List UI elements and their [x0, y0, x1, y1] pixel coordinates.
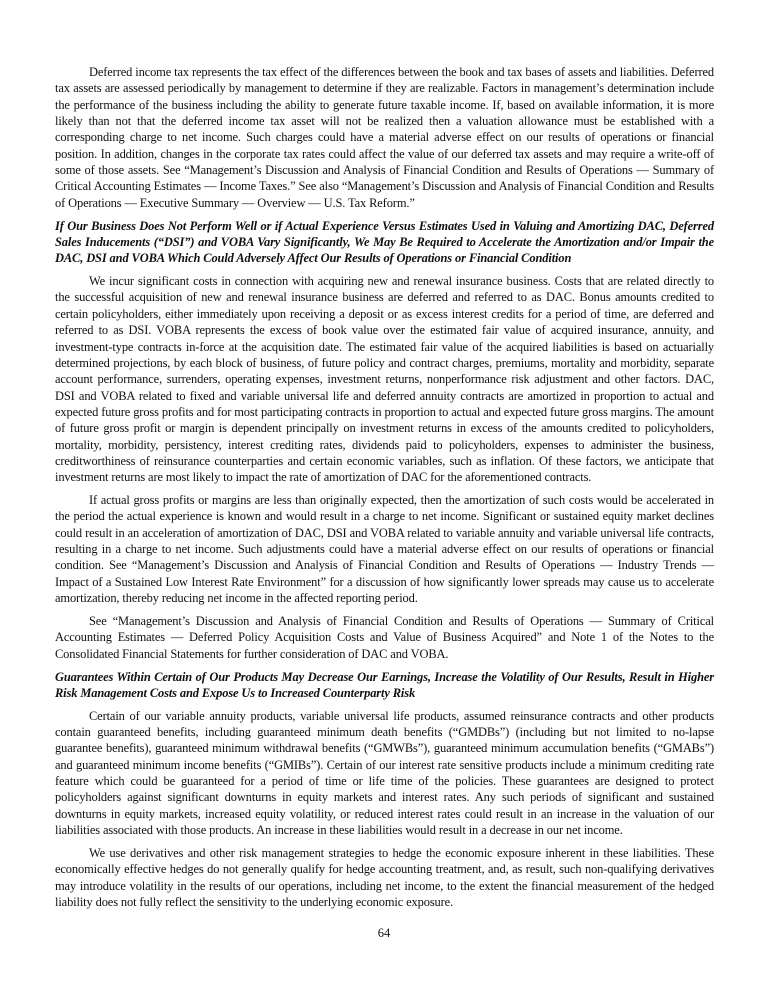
heading-dac-risk: If Our Business Does Not Perform Well or if Actual Experience Versus Estimates Used in Valuing and Amortizing DAC, Deferred Sales Inducements (“DSI”) and VOBA Vary Significantly, We May Be Required to Accelerate the Amortization and/or Impair the DAC, DSI and VOBA Which Could Adversely Affect Our Results of Operations or Financial Condition [55, 218, 714, 266]
paragraph-deferred-income-tax: Deferred income tax represents the tax effect of the differences between the book and tax bases of assets and liabilities. Deferred tax assets are assessed periodically by management to determine if they are realizable. Factors in management’s determination include the performance of the business including the ability to generate future taxable income. If, based on available information, it is more likely than not that the deferred income tax asset will not be realized then a valuation allowance must be established with a corresponding charge to net income. Such charges could have a material adverse effect on our results of operations or financial position. In addition, changes in the corporate tax rates could affect the value of our deferred tax assets and may require a write-off of some of those assets. See “Management’s Discussion and Analysis of Financial Condition and Results of Operations — Summary of Critical Accounting Estimates — Income Taxes.” See also “Management’s Discussion and Analysis of Financial Condition and Results of Operations — Executive Summary — Overview — U.S. Tax Reform.” [55, 65, 714, 210]
paragraph-derivatives: We use derivatives and other risk management strategies to hedge the economic exposure inherent in these liabilities. These economically effective hedges do not generally qualify for hedge accounting treatment, and, as result, such non-qualifying derivatives may introduce volatility in the results of our operations, including net income, to the extent the financial measurement of the hedged liability does not fully reflect the sensitivity to the underlying economic exposure. [55, 845, 714, 909]
paragraph-dac-amortization: If actual gross profits or margins are less than originally expected, then the amortization of such costs would be accelerated in the period the actual experience is known and would result in a charge to net income. Significant or sustained equity market declines could result in an acceleration of amortization of DAC, DSI and VOBA related to variable annuity and variable universal life contracts, resulting in a charge to net income. Such adjustments could have a material adverse effect on our results of operations or financial condition. See “Management’s Discussion and Analysis of Financial Condition and Results of Operations — Industry Trends — Impact of a Sustained Low Interest Rate Environment” for a discussion of how significantly lower spreads may cause us to accelerate amortization, thereby reducing net income in the affected reporting period. [55, 493, 714, 606]
heading-guarantees-risk: Guarantees Within Certain of Our Products May Decrease Our Earnings, Increase the Volatility of Our Results, Result in Higher Risk Management Costs and Expose Us to Increased Counterparty Risk [55, 669, 714, 700]
document-body [55, 64, 714, 917]
paragraph-guarantees: Certain of our variable annuity products, variable universal life products, assumed reinsurance contracts and other products contain guaranteed benefits, including guaranteed minimum death benefits (“GMDBs”) (including but not limited to no-lapse guarantee benefits), guaranteed minimum withdrawal benefits (“GMWBs”), guaranteed minimum accumulation benefits (“GMABs”) and guaranteed minimum income benefits (“GMIBs”). Certain of our interest rate sensitive products include a minimum crediting rate feature which could be guaranteed for a period of time or life time of the policies. These guarantees are designed to protect policyholders against significant downturns in equity markets and interest rates. Any such periods of significant and sustained downturns in equity markets, increased equity volatility, or reduced interest rates could result in an increase in the valuation of our liabilities associated with those products. An increase in these liabilities would result in a decrease in our net income. [55, 708, 714, 838]
paragraph-dac-reference: See “Management’s Discussion and Analysis of Financial Condition and Results of Operations — Summary of Critical Accounting Estimates — Deferred Policy Acquisition Costs and Value of Business Acquired” and Note 1 of the Notes to the Consolidated Financial Statements for further consideration of DAC and VOBA. [55, 614, 714, 661]
page-number: 64 [377, 926, 391, 940]
paragraph-dac-costs: We incur significant costs in connection with acquiring new and renewal insurance business. Costs that are related directly to the successful acquisition of new and renewal insurance business are deferred and referred to as DAC. Bonus amounts credited to certain policyholders, either immediately upon receiving a deposit or as excess interest credits for a period of time, are deferred and referred to as DSI. VOBA represents the excess of book value over the estimated fair value of acquired insurance, annuity, and investment-type contracts in-force at the acquisition date. The estimated fair value of the acquired liabilities is based on actuarially determined projections, by each block of business, of future policy and contract charges, premiums, mortality and morbidity, separate account performance, surrenders, operating expenses, investment returns, nonperformance risk adjustment and other factors. DAC, DSI and VOBA related to fixed and variable universal life and deferred annuity contracts are amortized in proportion to actual and expected future gross profits and for most participating contracts in proportion to actual and expected future gross margins. The amount of future gross profit or margin is dependent principally on investment returns in excess of the amounts credited to policyholders, mortality, morbidity, persistency, interest crediting rates, dividends paid to policyholders, expenses to administer the business, creditworthiness of reinsurance counterparties and certain economic variables, such as inflation. Of these factors, we anticipate that investment returns are most likely to impact the rate of amortization of DAC for the aforementioned contracts. [55, 274, 714, 485]
